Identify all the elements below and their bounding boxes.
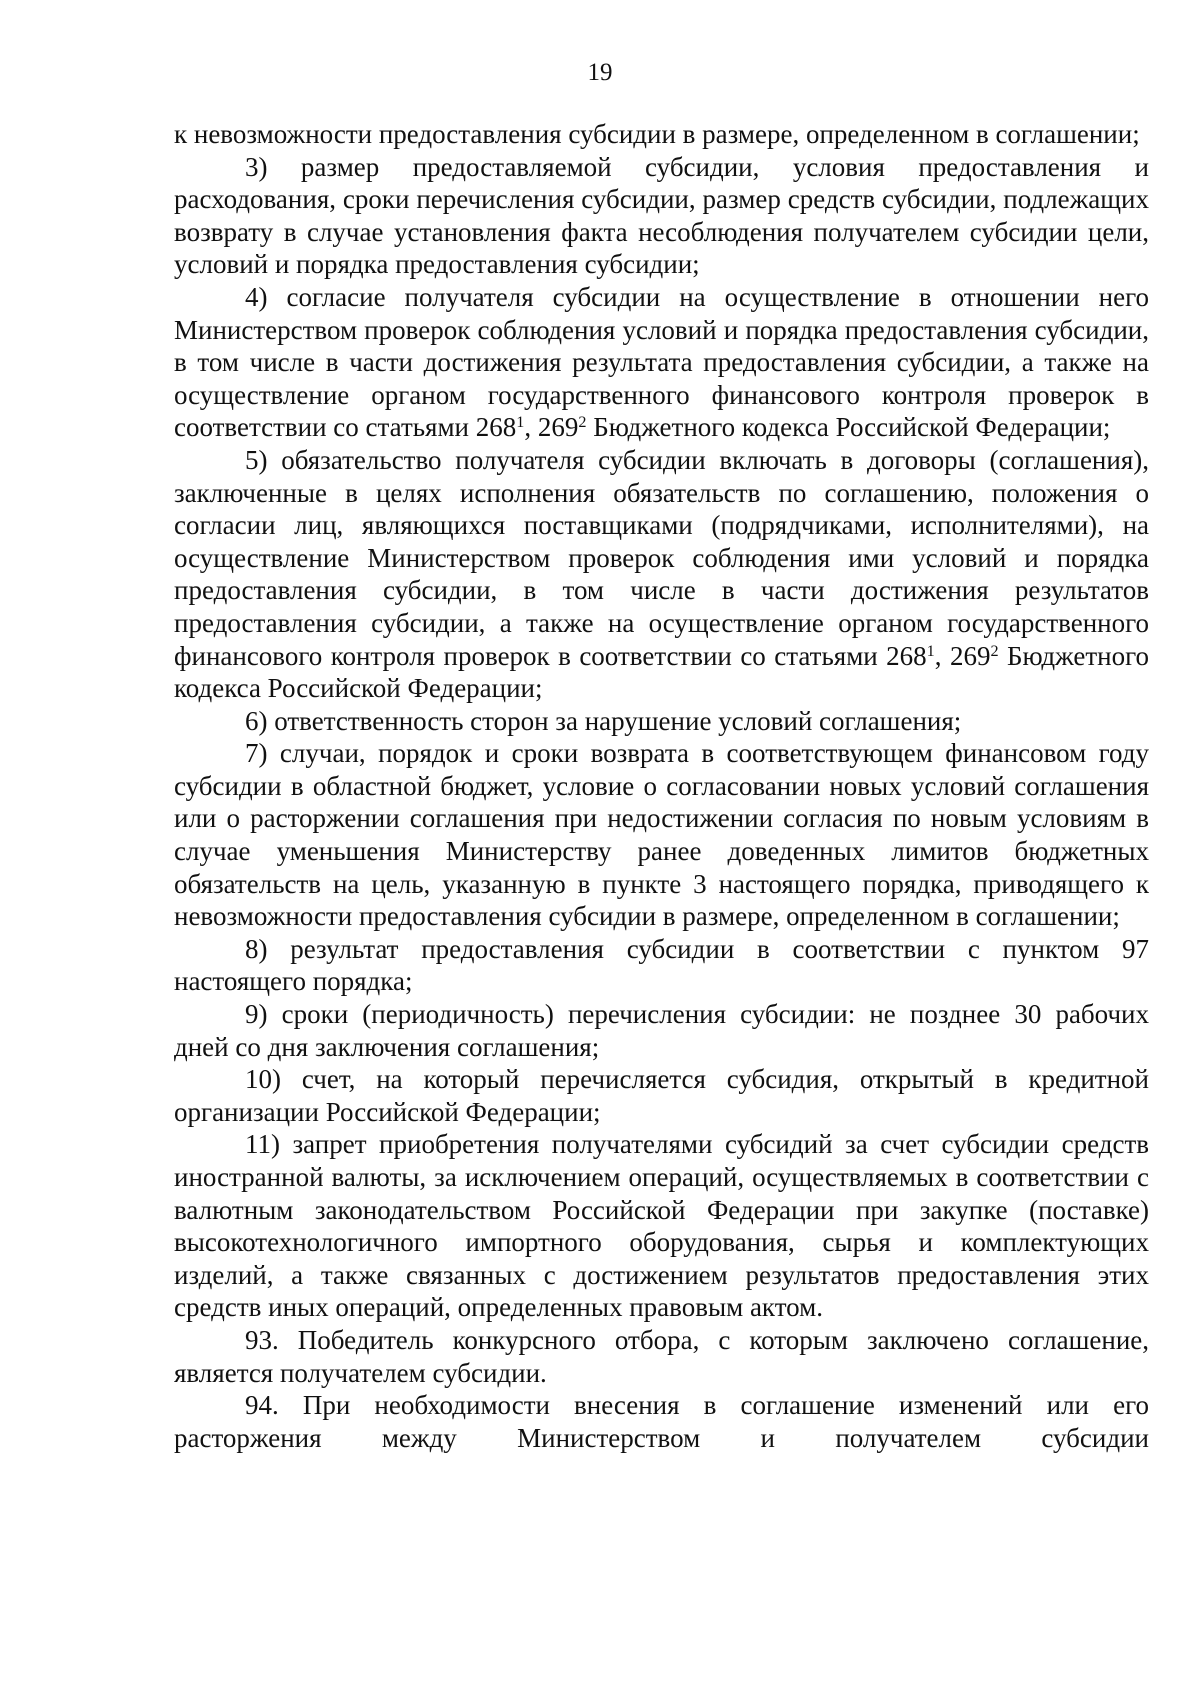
paragraph-continuation [174,118,1149,151]
paragraph-item-6 [174,705,1149,738]
text-run: , 269 [934,640,991,671]
paragraph-item-3 [174,151,1149,281]
text-run: 4) согласие получателя субсидии на осуществление в отношении него Министерством проверок соблюдения условий и порядка предоставления субсидии, в том числе в части достижения результата предоставления субсидии, а также на осуществление органом государственного финансового контроля проверок в соответствии со статьями 268 [174,281,1149,443]
text-run: 9) сроки (периодичность) перечисления субсидии: не позднее 30 рабочих дней со дня заключения соглашения; [174,999,1149,1062]
text-run: Бюджетного кодекса Российской Федерации; [174,640,1149,704]
text-run: 10) счет, на который перечисляется субсидия, открытый в кредитной организации Российской Федерации; [174,1064,1149,1127]
text-run: Бюджетного кодекса Российской Федерации; [586,412,1111,443]
paragraph-item-9 [174,998,1149,1063]
text-run: 8) результат предоставления субсидии в соответствии с пунктом 97 настоящего порядка; [174,933,1149,997]
paragraph-item-8 [174,933,1149,998]
document-body [174,118,1149,1454]
text-run: 5) обязательство получателя субсидии включать в договоры (соглашения), заключенные в целях исполнения обязательств по соглашению, положения о согласии лиц, являющихся поставщиками (подрядчиками, исполнителями), на осуществление Министерством проверок соблюдения ими условий и порядка предоставления субсидии, в том числе в части достижения результатов предоставления субсидии, а также на осуществление органом государственного финансового контроля проверок в соответствии со статьями 268 [174,444,1149,671]
paragraph-item-4 [174,281,1149,444]
page-number: 19 [587,59,613,86]
superscript: 2 [578,413,587,432]
paragraph-item-11 [174,1128,1149,1324]
superscript: 2 [990,641,999,660]
text-run: 3) размер предоставляемой субсидии, условия предоставления и расходования, сроки перечисления субсидии, размер средств субсидии, подлежащих возврату в случае установления факта несоблюдения получателем субсидии цели, условий и порядка предоставления субсидии; [174,151,1149,280]
paragraph-item-5 [174,444,1149,705]
superscript: 1 [926,641,935,660]
text-run: 6) ответственность сторон за нарушение условий соглашения; [245,705,962,736]
text-run: 93. Победитель конкурсного отбора, с которым заключено соглашение, является получателем субсидии. [174,1324,1149,1388]
paragraph-point-93 [174,1324,1149,1389]
superscript: 1 [516,413,525,432]
text-run: 94. При необходимости внесения в соглашение изменений или его расторжения между Министерством и получателем субсидии [174,1390,1149,1453]
text-run: 7) случаи, порядок и сроки возврата в соответствующем финансовом году субсидии в областной бюджет, условие о согласовании новых условий соглашения или о расторжении соглашения при недостижении согласия по новым условиям в случае уменьшения Министерству ранее доведенных лимитов бюджетных обязательств на цель, указанную в пункте 3 настоящего порядка, приводящего к невозможности предоставления субсидии в размере, определенном в соглашении; [174,738,1149,932]
paragraph-point-94 [174,1389,1149,1454]
text-run: 11) запрет приобретения получателями субсидий за счет субсидии средств иностранной валюты, за исключением операций, осуществляемых в соответствии с валютным законодательством Российской Федерации при закупке (поставке) высокотехнологичного импортного оборудования, сырья и комплектующих изделий, а также связанных с достижением результатов предоставления этих средств иных операций, определенных правовым актом. [174,1129,1149,1323]
text-run: , 269 [524,412,579,443]
paragraph-item-7 [174,737,1149,933]
paragraph-item-10 [174,1063,1149,1128]
text-run: к невозможности предоставления субсидии в размере, определенном в соглашении; [174,119,1140,149]
